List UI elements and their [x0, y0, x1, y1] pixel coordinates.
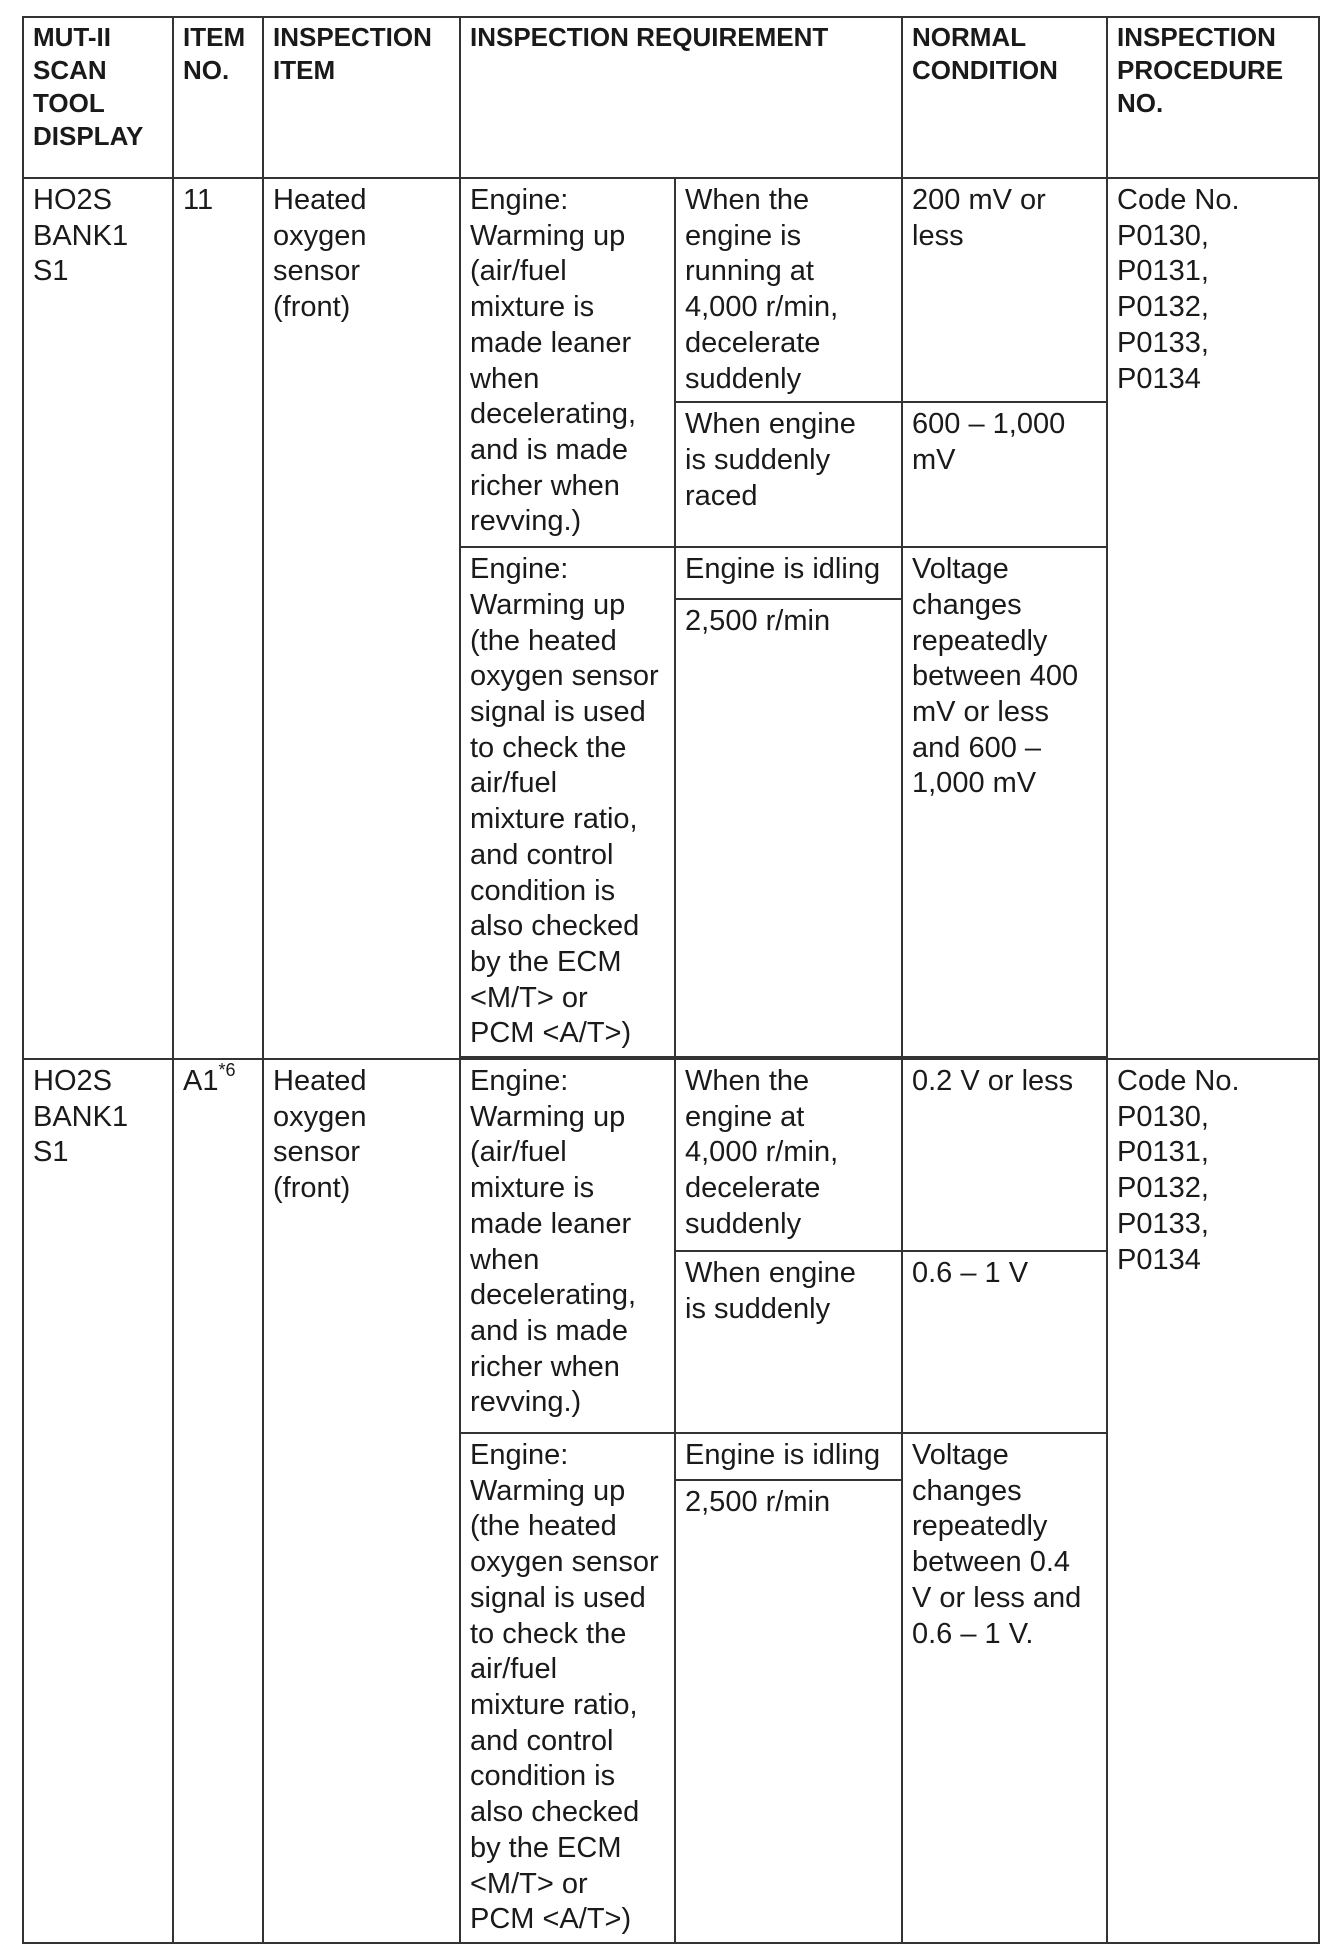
item-no-footnote: *6 [218, 1060, 236, 1081]
inspection-table [22, 16, 1320, 1944]
table-row [23, 178, 1319, 402]
engine-condition-cell: Engine: Warming up (the heated oxygen sensor signal is used to check the air/fuel mixture ratio, and control condition is also checked by the ECM <M/T> or PCM <A/T>) [460, 1433, 675, 1943]
scan-display-cell: HO2S BANK1 S1 [23, 178, 173, 1059]
procedure-cell: Code No. P0130, P0131, P0132, P0133, P0134 [1107, 1059, 1319, 1943]
engine-condition-cell: Engine: Warming up (air/fuel mixture is made leaner when decelerating, and is made richer when revving.) [460, 1059, 675, 1433]
header-procedure: INSPECTION PROCEDURE NO. [1107, 17, 1319, 178]
header-display: MUT-II SCAN TOOL DISPLAY [23, 17, 173, 178]
item-no-value: A1 [183, 1065, 219, 1098]
item-no-value: 11 [183, 184, 214, 216]
header-normal-condition: NORMAL CONDITION [902, 17, 1107, 178]
table-row [23, 1059, 1319, 1251]
procedure-cell: Code No. P0130, P0131, P0132, P0133, P0134 [1107, 178, 1319, 1059]
inspection-item-cell: Heated oxygen sensor (front) [263, 178, 460, 1059]
test-condition-cell: When the engine is running at 4,000 r/min, decelerate suddenly [675, 178, 902, 402]
normal-value-cell: 200 mV or less [902, 178, 1107, 402]
normal-value-cell: Voltage changes repeatedly between 400 mV or less and 600 – 1,000 mV [902, 547, 1107, 1057]
normal-value-cell: 600 – 1,000 mV [902, 402, 1107, 547]
test-condition-cell: 2,500 r/min [675, 1480, 902, 1943]
test-condition-cell: When engine is suddenly [675, 1251, 902, 1433]
header-item-no: ITEM NO. [173, 17, 263, 178]
header-inspection-item: INSPECTION ITEM [263, 17, 460, 178]
test-condition-cell: When engine is suddenly raced [675, 402, 902, 547]
engine-condition-cell: Engine: Warming up (the heated oxygen sensor signal is used to check the air/fuel mixture ratio, and control condition is also checked by the ECM <M/T> or PCM <A/T>) [460, 547, 675, 1057]
header-row [23, 17, 1319, 178]
normal-value-cell: 0.2 V or less [902, 1059, 1107, 1251]
test-condition-cell: Engine is idling [675, 1433, 902, 1480]
inspection-item-cell: Heated oxygen sensor (front) [263, 1059, 460, 1943]
item-no-cell [173, 178, 263, 1059]
normal-value-cell: Voltage changes repeatedly between 0.4 V or less and 0.6 – 1 V. [902, 1433, 1107, 1943]
header-requirement: INSPECTION REQUIREMENT [460, 17, 902, 178]
test-condition-cell: 2,500 r/min [675, 599, 902, 1058]
scan-display-cell: HO2S BANK1 S1 [23, 1059, 173, 1943]
item-no-cell [173, 1059, 263, 1943]
test-condition-cell: When the engine at 4,000 r/min, decelerate suddenly [675, 1059, 902, 1251]
normal-value-cell: 0.6 – 1 V [902, 1251, 1107, 1433]
engine-condition-cell: Engine: Warming up (air/fuel mixture is made leaner when decelerating, and is made richer when revving.) [460, 178, 675, 547]
test-condition-cell: Engine is idling [675, 547, 902, 598]
